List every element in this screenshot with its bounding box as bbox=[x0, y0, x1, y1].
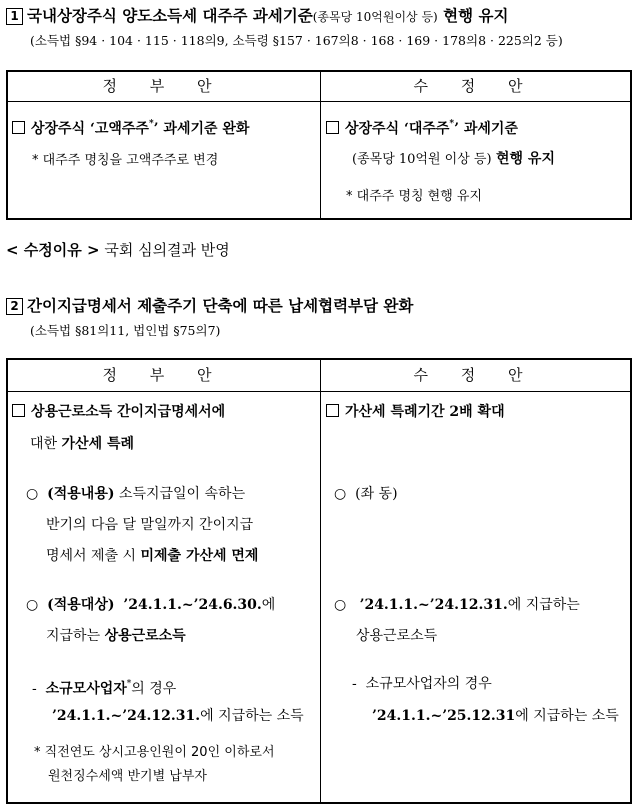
section2-right-bullet2-line2: 상용근로소득 bbox=[356, 628, 438, 644]
section2-title: 간이지급명세서 제출주기 단축에 따른 납세협력부담 완화 bbox=[27, 296, 414, 315]
section2-right-dash1: - 소규모사업자의 경우 bbox=[352, 676, 492, 692]
section2-left-bullet1-line3: 명세서 제출 시 미제출 가산세 면제 bbox=[46, 548, 259, 564]
section2-right-bullet1: ○ (좌 동) bbox=[334, 486, 398, 502]
section2-left-note-line1: * 직전연도 상시고용인원이 20인 이하로서 bbox=[34, 745, 275, 760]
dash-bullet-icon: - bbox=[32, 681, 37, 697]
section2-left-dash1: - 소규모사업자*의 경우 bbox=[32, 679, 177, 697]
section2-left-item-line2: 대한 가산세 특례 bbox=[30, 436, 135, 452]
section1-table-header bbox=[8, 72, 630, 102]
section2-left-bullet2-line2: 지급하는 상용근로소득 bbox=[46, 628, 186, 644]
section1-divider bbox=[320, 72, 321, 218]
section1-left-item: 상장주식 ‘고액주주*’ 과세기준 완화 bbox=[12, 114, 249, 139]
checkbox-icon bbox=[12, 404, 25, 417]
section2-left-dash1-line2: ’24.1.1.~’24.12.31.에 지급하는 소득 bbox=[52, 708, 304, 724]
section1-right-item-sub: (종목당 10억원 이상 등) 현행 유지 bbox=[352, 151, 555, 167]
section2-right-item: 가산세 특례기간 2배 확대 bbox=[326, 402, 505, 422]
circle-bullet-icon: ○ bbox=[334, 597, 347, 613]
checkbox-icon bbox=[326, 404, 339, 417]
section2-header-right: 수 정 안 bbox=[413, 366, 537, 384]
section2-table-header bbox=[8, 360, 630, 392]
section1-heading bbox=[6, 6, 508, 27]
section2-number: 2 bbox=[6, 298, 23, 315]
checkbox-icon bbox=[326, 121, 339, 134]
section1-right-item: 상장주식 ‘대주주*’ 과세기준 bbox=[326, 114, 518, 139]
section2-left-bullet2: ○ (적용대상) ’24.1.1.~’24.6.30.에 bbox=[26, 597, 276, 613]
section1-left-note: * 대주주 명칭을 고액주주로 변경 bbox=[32, 153, 219, 168]
section2-header-left: 정 부 안 bbox=[102, 366, 226, 384]
section1-table bbox=[6, 70, 632, 220]
section2-left-bullet1: ○ (적용내용) 소득지급일이 속하는 bbox=[26, 486, 246, 502]
section2-heading bbox=[6, 296, 413, 316]
section2-right-bullet2: ○ ’24.1.1.~’24.12.31.에 지급하는 bbox=[334, 597, 580, 613]
circle-bullet-icon: ○ bbox=[26, 486, 39, 502]
circle-bullet-icon: ○ bbox=[26, 597, 39, 613]
section1-citation: (소득법 §94 · 104 · 115 · 118의9, 소득령 §157 · 167의8 · 168 · 169 · 178의8 · 225의2 등) bbox=[30, 33, 563, 48]
section2-left-note-line2: 원천징수세액 반기별 납부자 bbox=[48, 769, 207, 784]
section2-right-dash1-line2: ’24.1.1.~’25.12.31에 지급하는 소득 bbox=[372, 708, 619, 724]
section2-left-bullet1-line2: 반기의 다음 달 말일까지 간이지급 bbox=[46, 517, 254, 533]
section1-header-left: 정 부 안 bbox=[102, 77, 226, 95]
section1-title: 국내상장주식 양도소득세 대주주 과세기준 bbox=[27, 6, 313, 25]
section2-left-item: 상용근로소득 간이지급명세서에 bbox=[12, 402, 225, 422]
checkbox-icon bbox=[12, 121, 25, 134]
revision-reason-text: 국회 심의결과 반영 bbox=[104, 241, 230, 259]
section1-header-right: 수 정 안 bbox=[413, 77, 537, 95]
section1-right-note: * 대주주 명칭 현행 유지 bbox=[346, 189, 483, 204]
section1-number: 1 bbox=[6, 8, 23, 25]
section2-divider bbox=[320, 360, 321, 802]
circle-bullet-icon: ○ bbox=[334, 486, 347, 502]
section1-title-small: (종목당 10억원이상 등) bbox=[312, 10, 438, 24]
section2-citation: (소득법 §81의11, 법인법 §75의7) bbox=[30, 323, 221, 338]
section1-title-tail: 현행 유지 bbox=[443, 6, 509, 25]
section2-table bbox=[6, 358, 632, 804]
revision-reason bbox=[6, 240, 230, 260]
dash-bullet-icon: - bbox=[352, 676, 357, 692]
revision-reason-label: < 수정이유 > bbox=[6, 241, 100, 259]
